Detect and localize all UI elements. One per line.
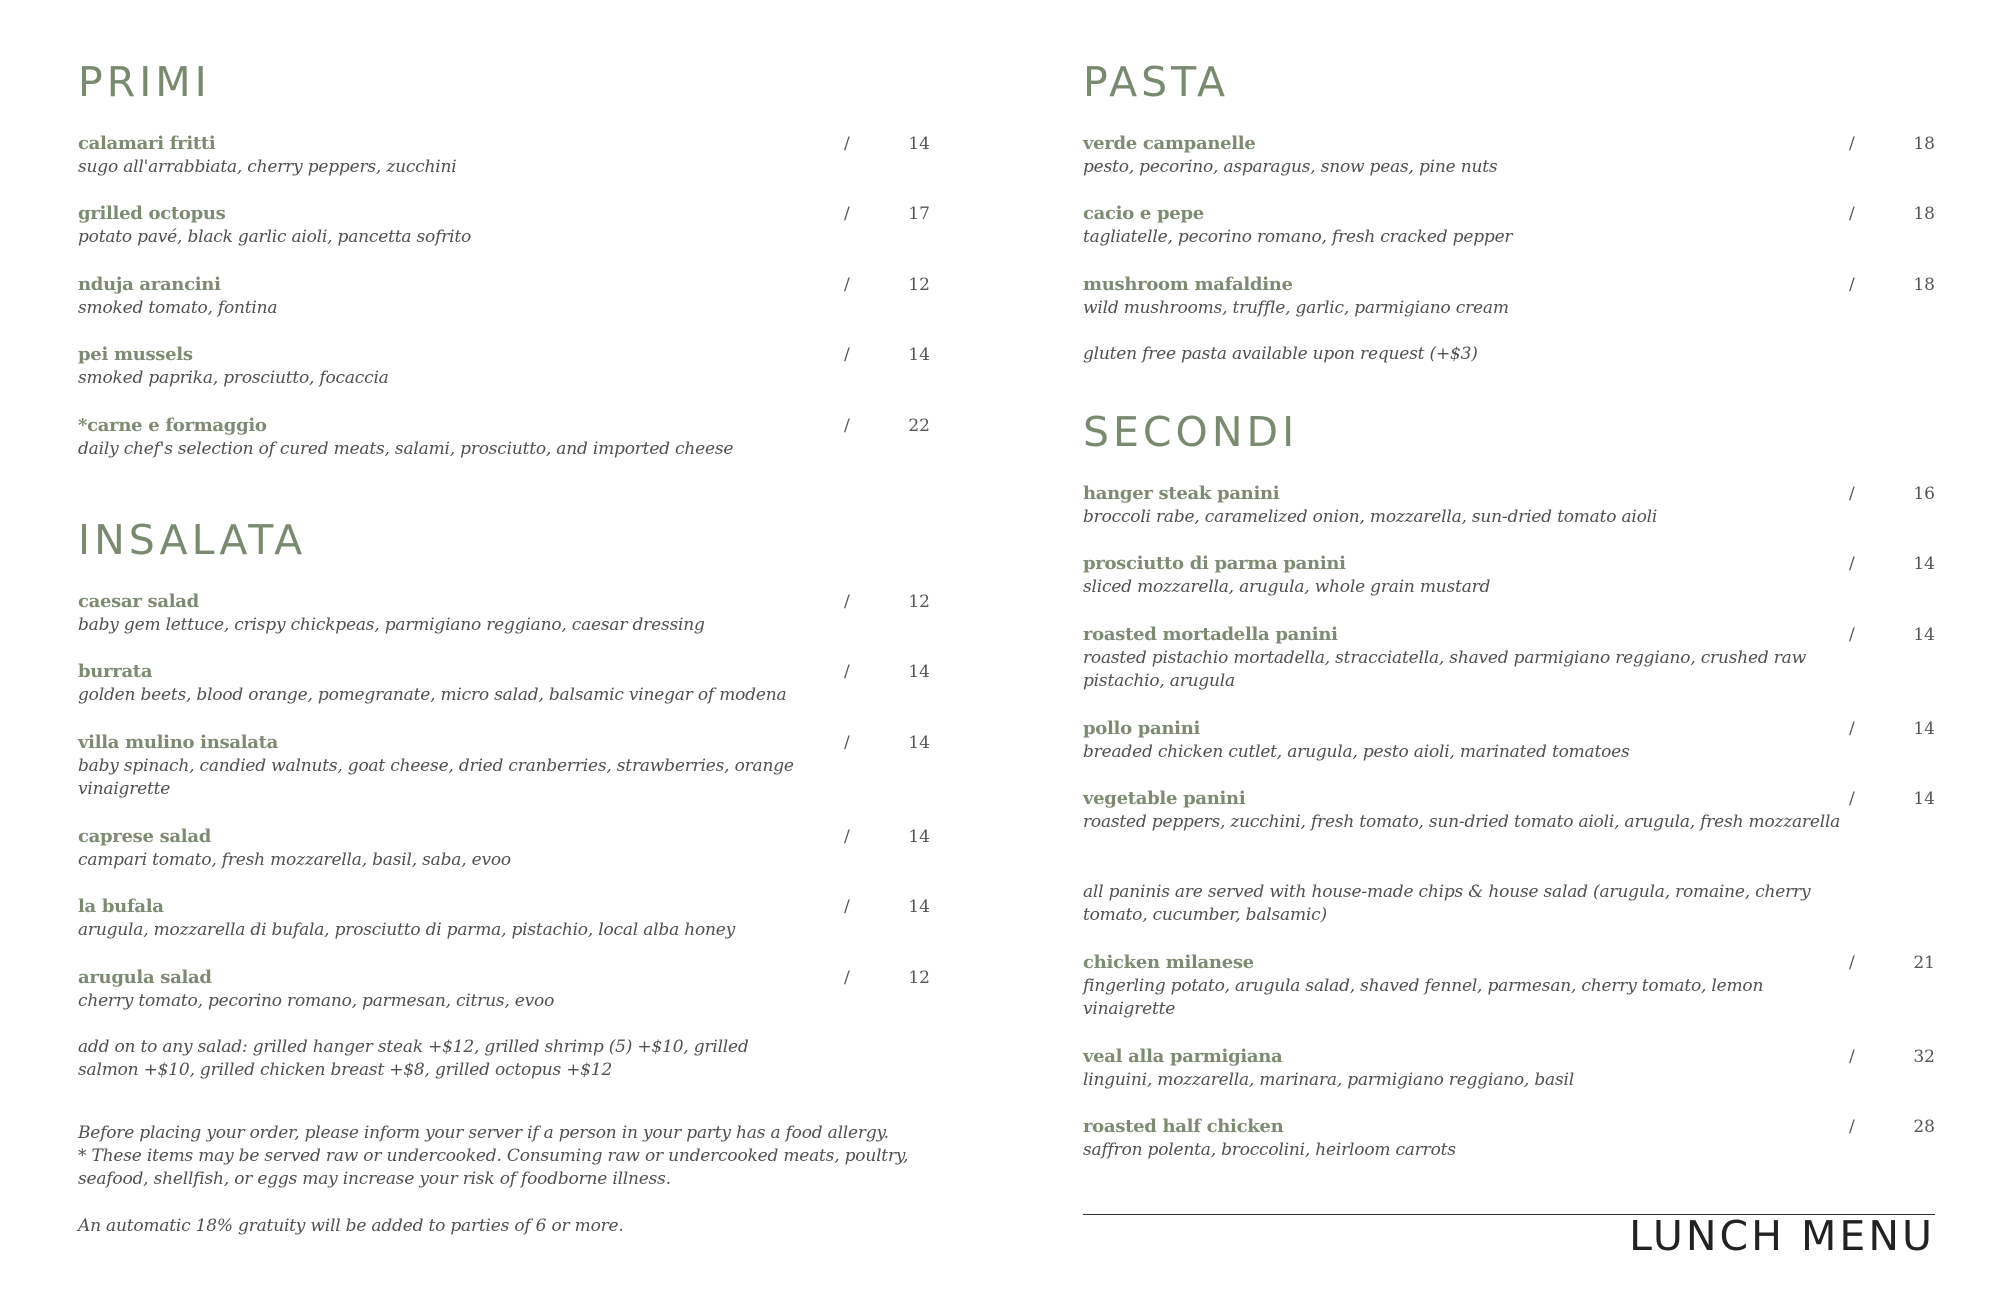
item-description: golden beets, blood orange, pomegranate, micro salad, balsamic vinegar of modena xyxy=(78,685,787,705)
item-price: 14 xyxy=(908,662,930,682)
item-description: linguini, mozzarella, marinara, parmigiano reggiano, basil xyxy=(1083,1070,1574,1090)
menu-item xyxy=(78,590,930,637)
menu-item xyxy=(78,202,930,249)
item-price: 12 xyxy=(908,275,930,295)
item-separator: / xyxy=(1849,1117,1855,1137)
item-description: campari tomato, fresh mozzarella, basil, saba, evoo xyxy=(78,850,511,870)
item-name: arugula salad xyxy=(78,967,212,988)
item-name: verde campanelle xyxy=(1083,133,1256,154)
item-price: 14 xyxy=(908,733,930,753)
item-description: daily chef's selection of cured meats, salami, prosciutto, and imported cheese xyxy=(78,439,734,459)
disclaimer-line: Before placing your order, please inform your server if a person in your party has a food allergy. xyxy=(78,1123,889,1143)
item-separator: / xyxy=(844,662,850,682)
item-price: 14 xyxy=(1913,719,1935,739)
item-description: sliced mozzarella, arugula, whole grain mustard xyxy=(1083,577,1491,597)
item-name: villa mulino insalata xyxy=(78,732,278,753)
menu-item xyxy=(78,132,930,179)
menu-item xyxy=(78,414,930,461)
item-price: 12 xyxy=(908,592,930,612)
allergy-disclaimer xyxy=(78,1122,908,1191)
disclaimer-line: seafood, shellfish, or eggs may increase your risk of foodborne illness. xyxy=(78,1169,671,1189)
gluten-free-note: gluten free pasta available upon request (+$3) xyxy=(1083,344,1478,364)
item-separator: / xyxy=(844,592,850,612)
menu-item xyxy=(1083,1115,1935,1162)
item-name: roasted half chicken xyxy=(1083,1116,1284,1137)
item-name: pollo panini xyxy=(1083,718,1201,739)
item-separator: / xyxy=(844,345,850,365)
item-description: roasted peppers, zucchini, fresh tomato, sun-dried tomato aioli, arugula, fresh mozzarella xyxy=(1083,812,1841,832)
item-separator: / xyxy=(1849,134,1855,154)
section-title-secondi: SECONDI xyxy=(1083,408,1299,456)
item-name: roasted mortadella panini xyxy=(1083,624,1338,645)
item-price: 14 xyxy=(908,134,930,154)
section-title-pasta: PASTA xyxy=(1083,58,1230,106)
item-name: nduja arancini xyxy=(78,274,221,295)
item-price: 14 xyxy=(908,827,930,847)
item-separator: / xyxy=(844,827,850,847)
item-name: hanger steak panini xyxy=(1083,483,1280,504)
item-description: sugo all'arrabbiata, cherry peppers, zucchini xyxy=(78,157,457,177)
item-description: arugula, mozzarella di bufala, prosciutto di parma, pistachio, local alba honey xyxy=(78,920,736,940)
item-price: 14 xyxy=(908,897,930,917)
item-separator: / xyxy=(844,968,850,988)
item-description: baby gem lettuce, crispy chickpeas, parmigiano reggiano, caesar dressing xyxy=(78,615,705,635)
item-name: prosciutto di parma panini xyxy=(1083,553,1346,574)
item-name: cacio e pepe xyxy=(1083,203,1204,224)
item-separator: / xyxy=(1849,719,1855,739)
item-description: pesto, pecorino, asparagus, snow peas, pine nuts xyxy=(1083,157,1498,177)
item-description: broccoli rabe, caramelized onion, mozzarella, sun-dried tomato aioli xyxy=(1083,507,1658,527)
item-description: saffron polenta, broccolini, heirloom carrots xyxy=(1083,1140,1456,1160)
item-description: smoked tomato, fontina xyxy=(78,298,278,318)
disclaimer-line: * These items may be served raw or undercooked. Consuming raw or undercooked meats, poultry, xyxy=(78,1146,909,1166)
menu-item xyxy=(1083,951,1935,1021)
panini-note-line: all paninis are served with house-made chips & house salad (arugula, romaine, cherry xyxy=(1083,882,1811,902)
item-name: grilled octopus xyxy=(78,203,226,224)
salad-addon-note xyxy=(78,1036,749,1082)
salad-addon-line: add on to any salad: grilled hanger steak +$12, grilled shrimp (5) +$10, grilled xyxy=(78,1037,749,1057)
menu-item xyxy=(1083,1045,1935,1092)
item-description: baby spinach, candied walnuts, goat cheese, dried cranberries, strawberries, orange vinaigrette xyxy=(78,756,794,799)
item-separator: / xyxy=(1849,484,1855,504)
item-name: calamari fritti xyxy=(78,133,216,154)
item-price: 32 xyxy=(1913,1047,1935,1067)
gratuity-note: An automatic 18% gratuity will be added to parties of 6 or more. xyxy=(78,1216,624,1236)
item-description: roasted pistachio mortadella, stracciatella, shaved parmigiano reggiano, crushed raw pistachio, arugula xyxy=(1083,648,1806,691)
panini-note-line: tomato, cucumber, balsamic) xyxy=(1083,905,1327,925)
menu-item xyxy=(1083,552,1935,599)
menu-item xyxy=(1083,132,1935,179)
menu-item xyxy=(1083,623,1935,693)
item-description: tagliatelle, pecorino romano, fresh cracked pepper xyxy=(1083,227,1513,247)
menu-item xyxy=(1083,482,1935,529)
item-price: 16 xyxy=(1913,484,1935,504)
menu-item xyxy=(1083,717,1935,764)
item-name: veal alla parmigiana xyxy=(1083,1046,1283,1067)
item-name: caesar salad xyxy=(78,591,199,612)
item-description: wild mushrooms, truffle, garlic, parmigiano cream xyxy=(1083,298,1509,318)
item-price: 14 xyxy=(1913,554,1935,574)
menu-title: LUNCH MENU xyxy=(1629,1212,1935,1260)
item-separator: / xyxy=(844,733,850,753)
item-separator: / xyxy=(844,134,850,154)
item-separator: / xyxy=(1849,275,1855,295)
item-price: 21 xyxy=(1913,953,1935,973)
item-separator: / xyxy=(1849,1047,1855,1067)
item-separator: / xyxy=(844,275,850,295)
menu-item xyxy=(78,895,930,942)
menu-item xyxy=(78,966,930,1013)
item-price: 14 xyxy=(1913,789,1935,809)
item-name: mushroom mafaldine xyxy=(1083,274,1293,295)
item-separator: / xyxy=(844,204,850,224)
item-name: *carne e formaggio xyxy=(78,415,267,436)
item-separator: / xyxy=(1849,953,1855,973)
item-name: vegetable panini xyxy=(1083,788,1246,809)
salad-addon-line: salmon +$10, grilled chicken breast +$8, grilled octopus +$12 xyxy=(78,1060,613,1080)
item-description: cherry tomato, pecorino romano, parmesan, citrus, evoo xyxy=(78,991,555,1011)
item-price: 14 xyxy=(1913,625,1935,645)
menu-item xyxy=(78,273,930,320)
menu-item xyxy=(78,731,930,801)
item-price: 18 xyxy=(1913,134,1935,154)
item-price: 14 xyxy=(908,345,930,365)
item-price: 17 xyxy=(908,204,930,224)
item-price: 22 xyxy=(908,416,930,436)
menu-item xyxy=(78,343,930,390)
item-name: burrata xyxy=(78,661,153,682)
menu-item xyxy=(78,825,930,872)
item-separator: / xyxy=(844,416,850,436)
menu-item xyxy=(1083,273,1935,320)
menu-item xyxy=(1083,202,1935,249)
panini-note xyxy=(1083,881,1810,927)
item-separator: / xyxy=(844,897,850,917)
item-price: 18 xyxy=(1913,204,1935,224)
menu-item xyxy=(1083,787,1935,834)
item-name: chicken milanese xyxy=(1083,952,1254,973)
item-price: 28 xyxy=(1913,1117,1935,1137)
item-name: pei mussels xyxy=(78,344,193,365)
item-price: 12 xyxy=(908,968,930,988)
item-description: smoked paprika, prosciutto, focaccia xyxy=(78,368,389,388)
section-title-primi: PRIMI xyxy=(78,58,211,106)
item-description: fingerling potato, arugula salad, shaved fennel, parmesan, cherry tomato, lemon vinaigrette xyxy=(1083,976,1764,1019)
item-separator: / xyxy=(1849,204,1855,224)
menu-item xyxy=(78,660,930,707)
item-price: 18 xyxy=(1913,275,1935,295)
item-separator: / xyxy=(1849,554,1855,574)
item-name: caprese salad xyxy=(78,826,211,847)
item-description: potato pavé, black garlic aioli, pancetta sofrito xyxy=(78,227,471,247)
item-separator: / xyxy=(1849,625,1855,645)
item-name: la bufala xyxy=(78,896,164,917)
item-separator: / xyxy=(1849,789,1855,809)
item-description: breaded chicken cutlet, arugula, pesto aioli, marinated tomatoes xyxy=(1083,742,1630,762)
section-title-insalata: INSALATA xyxy=(78,516,307,564)
